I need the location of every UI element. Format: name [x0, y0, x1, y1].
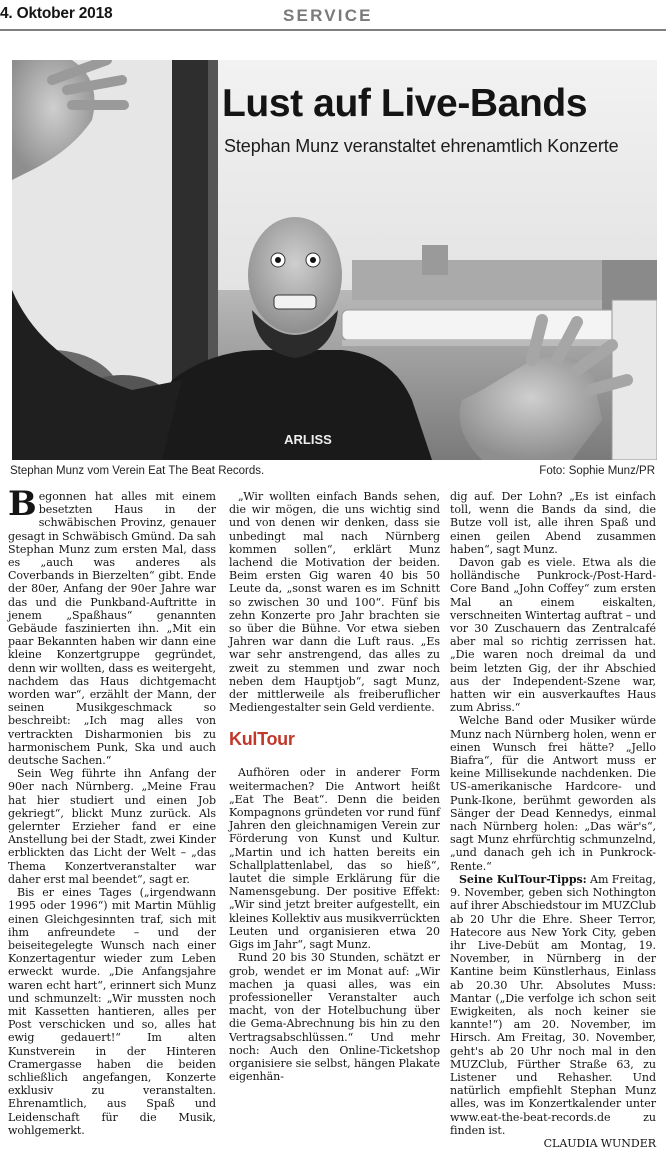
drop-cap: B: [8, 484, 37, 524]
article-column-1: [8, 484, 216, 1137]
photo-credit: Foto: Sophie Munz/PR: [539, 465, 655, 477]
article-column-3: [450, 490, 656, 1150]
section-title: SERVICE: [283, 6, 373, 25]
tipps-paragraph: [450, 873, 656, 1150]
tipps-label: Seine KulTour-Tipps:: [459, 872, 587, 886]
article-column-2: [229, 490, 440, 1083]
paragraph: Davon gab es viele. Etwa als die holländische Punkrock-/Post-Hard-Core Band „John Coffey“ zum ersten Mal an einem eiskalten, verschneiten Wintertag auftrat – und vor 30 Zuschauern das Zentralcafé aber mal so richtig zerrissen hat. „Die waren noch dreimal da und beim letzten Gig, der ihr Abschied aus der Independent-Szene war, hatten wir ein ausverkauftes Haus zum Abriss.“: [450, 556, 656, 715]
paragraph: Rund 20 bis 30 Stunden, schätzt er grob, wendet er im Monat auf: „Wir machen ja quasi alles, was ein professioneller Veranstalter auch macht, von der Hotelbuchung über die Gema-Abrechnung bis hin zu den Vertragsabschlüssen.“ Und mehr noch: Auch den Online-Ticketshop organisiere sie selbst, hängen Plakate eigenhän-: [229, 951, 440, 1084]
header-rule: [0, 29, 666, 31]
author-byline: CLAUDIA WUNDER: [543, 1136, 656, 1150]
paragraph: Welche Band oder Musiker würde Munz nach Nürnberg holen, wenn er einen Wunsch frei hätte? „Jello Biafra“, für die Antwort muss er keine Millisekunde nachdenken. Die US-amerikanische Hardcore- und Punk-Ikone, berühmt geworden als Sänger der Dead Kennedys, einmal nach Nürnberg holen: „Das wär's“, sagt Munz ehrfürchtig schmunzelnd, „und danach geh ich in Punkrock-Rente.“: [450, 714, 656, 873]
shirt-text: ARLISS: [284, 432, 332, 447]
headline: Lust auf Live-Bands: [222, 82, 588, 125]
paragraph: Begonnen hat alles mit einem besetzten Haus in der schwäbischen Provinz, genauer gesagt in Schwäbisch Gmünd. Da sah Stephan Munz zum ersten Mal, dass es „auch was anderes als Coverbands in Bierzelten“ gibt. Ende der 80er, Anfang der 90er Jahre war das und die Punkband-Auftritte in jenem „Spaßhaus“ genannten Gebäude faszinierten ihn. „Mit ein paar Bekannten haben wir dann eine kleine Konzertgruppe gegründet, denn wir wollten, dass es weitergeht, nachdem das Haus dichtgemacht worden war“, erzählt der Mann, der seinen Musikgeschmack so beschreibt: „Ich mag alles von vertrackten Disharmonien bis zu harmonischem Punk, Ska und auch deutsche Sachen.“: [8, 484, 216, 768]
paragraph: Aufhören oder in anderer Form weitermachen? Die Antwort heißt „Eat The Beat“. Denn die beiden Kompagnons gründeten vor rund fünf Jahren den gleichnamigen Verein zur Förderung von Kunst und Kultur. „Martin und ich hatten bereits ein Schallplattenlabel, das so hieß“, lautet die simple Erklärung für die Namensgebung. Der positive Effekt: „Wir sind jetzt breiter aufgestellt, ein kleines Kollektiv aus musikverrückten Leuten und organisieren etwa 20 Gigs im Jahr“, sagt Munz.: [229, 766, 440, 952]
kultour-kicker: KulTour: [229, 729, 295, 750]
paragraph: „Wir wollten einfach Bands sehen, die wir mögen, die uns wichtig sind und von denen wir denken, dass sie unbedingt mal nach Nürnberg kommen sollen“, erklärt Munz lachend die Motivation der beiden. Beim ersten Gig waren 40 bis 50 Leute da, „sonst waren es im Schnitt so zwischen 30 und 100“. Fünf bis zehn Konzerte pro Jahr brachten sie so über die Bühne. Vor etwa sieben Jahren war dann die Luft raus. „Es war sehr anstrengend, das alles zu zweit zu stemmen und zwar noch neben dem Hauptjob“, sagt Munz, der mittlerweile als freiberuflicher Mediengestalter sein Geld verdiente.: [229, 490, 440, 715]
paragraph: dig auf. Der Lohn? „Es ist einfach toll, wenn die Bands da sind, die Butze voll ist, alle ihren Spaß und einen geilen Abend zusammen haben“, sagt Munz.: [450, 490, 656, 556]
tipps-text: Am Freitag, 9. November, geben sich Nothington auf ihrer Abschiedstour im MUZClub ab 20 Uhr die Ehre. Sheer Terror, Hatecore aus New York City, geben ihr Live-Debüt am Montag, 19. November, in Nürnberg in der Kantine beim Künstlerhaus, Einlass ab 20.30 Uhr. Absolutes Muss: Mantar („Die verfolge ich schon seit Ewigkeiten, als noch keiner sie kannte!“) am 20. November, im Hirsch. Am Freitag, 30. November, geht's ab 20 Uhr noch mal in den MUZClub, Fürther Straße 63, zu Listener und Rehasher. Und natürlich empfiehlt Stephan Munz alles, was im Konzertkalender unter www.eat-the-beat-records.de zu finden ist.: [450, 872, 656, 1137]
paragraph: Bis er eines Tages („irgendwann 1995 oder 1996“) mit Martin Mühlig einen Gleichgesinnten traf, sich mit ihm anfreundete – und der beiseitegelegte Wunsch nach einer Konzertagentur wieder zum Leben erweckt wurde. „Die Anfangsjahre waren echt hart“, erinnert sich Munz und schmunzelt: „Wir mussten noch mit Kassetten hantieren, alles per Post verschicken und so, alles hat ewig gedauert!“ Im alten Kunstverein in der Hinteren Cramergasse haben die beiden schließlich angefangen, Konzerte exklusiv zu veranstalten. Ehrenamtlich, aus Spaß und Leidenschaft für die Musik, wohlgemerkt.: [8, 886, 216, 1137]
subheadline: Stephan Munz veranstaltet ehrenamtlich Konzerte: [224, 136, 619, 156]
paragraph: Sein Weg führte ihn Anfang der 90er nach Nürnberg. „Meine Frau hat hier studiert und einen Job gekriegt“, blickt Munz zurück. Als gelernter Erzieher fand er eine Anstellung bei der Stadt, zwei Kinder erblickten das Licht der Welt – „das Thema Konzertveranstalter war daher erst mal beendet“, sagt er.: [8, 767, 216, 886]
photo-caption: Stephan Munz vom Verein Eat The Beat Records.: [10, 465, 265, 477]
issue-date: 4. Oktober 2018: [0, 5, 113, 22]
